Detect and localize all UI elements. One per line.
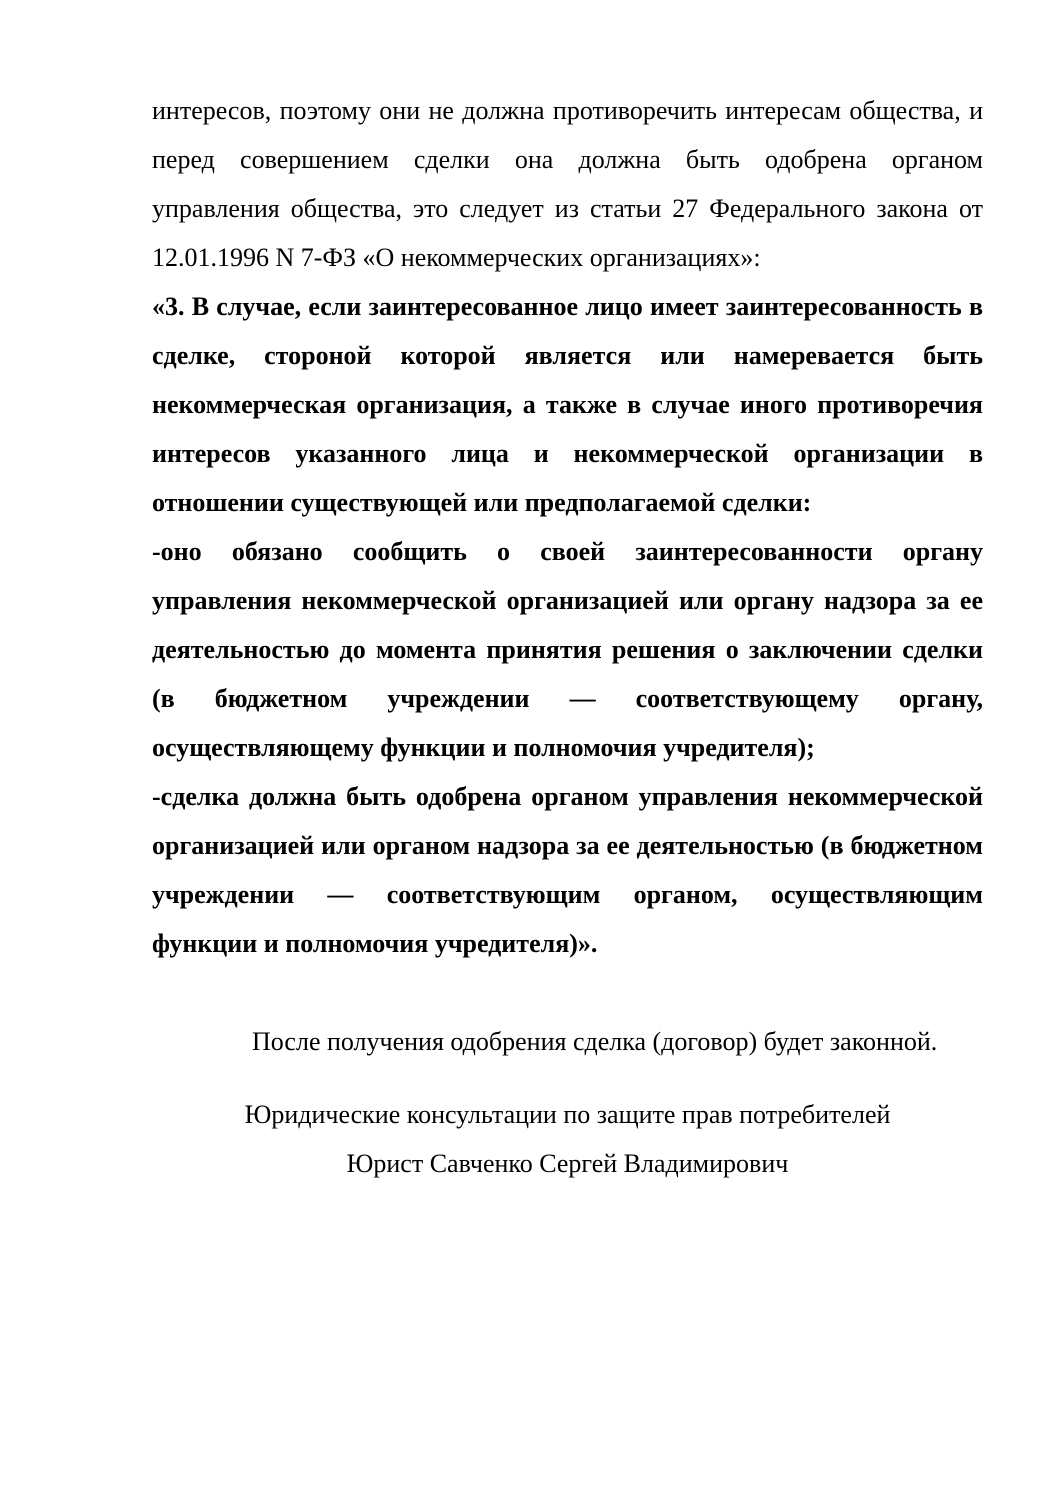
intro-paragraph: интересов, поэтому они не должна противоречить интересам общества, и перед совершением сделки она должна быть одобрена органом управления общества, это следует из статьи 27 Федерального закона от 12.01.1996 N 7-ФЗ «О некоммерческих организациях»: (152, 96, 983, 272)
document-page (152, 86, 983, 1188)
spacer (152, 1066, 983, 1090)
quote-paragraph-2: -оно обязано сообщить о своей заинтересованности органу управления некоммерческой организацией или органу надзора за ее деятельностью до момента принятия решения о заключении сделки (в бюджетном учреждении — соответствующему органу, осуществляющему функции и полномочия учредителя); (152, 537, 983, 762)
signature-line-1: Юридические консультации по защите прав потребителей (244, 1100, 891, 1129)
signature-line-2: Юрист Савченко Сергей Владимирович (346, 1149, 789, 1178)
quote-paragraph-1: «3. В случае, если заинтересованное лицо имеет заинтересованность в сделке, стороной которой является или намеревается быть некоммерческая организация, а также в случае иного противоречия интересов указанного лица и некоммерческой организации в отношении существующей или предполагаемой сделки: (152, 292, 983, 517)
quote-paragraph-3: -сделка должна быть одобрена органом управления некоммерческой организацией или органом надзора за ее деятельностью (в бюджетном учреждении — соответствующим органом, осуществляющим функции и полномочия учредителя)». (152, 782, 983, 958)
conclusion-paragraph: После получения одобрения сделка (договор) будет законной. (252, 1027, 938, 1056)
spacer (152, 968, 983, 1017)
